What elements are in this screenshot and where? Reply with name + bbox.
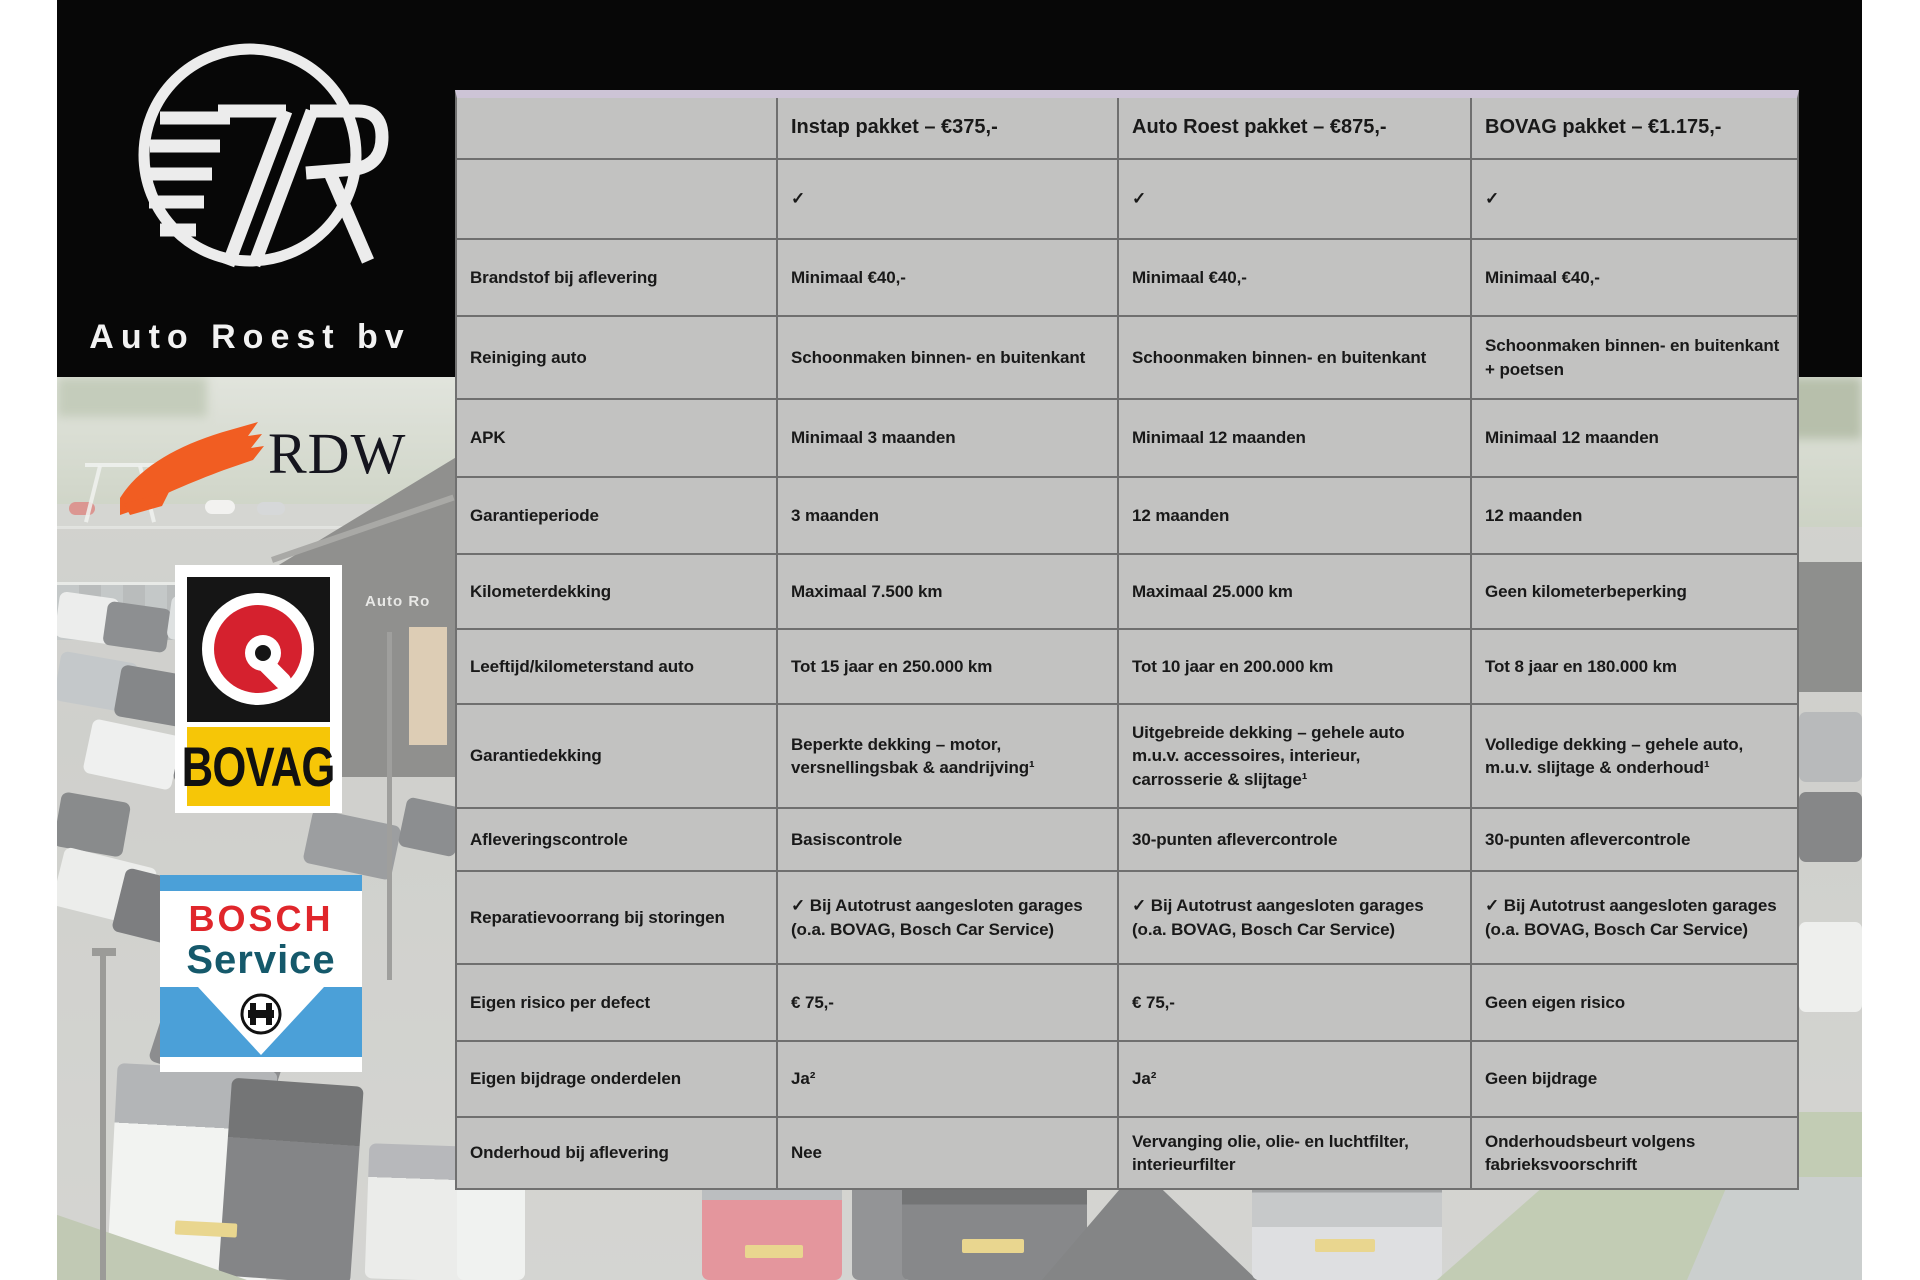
bosch-service-label: Service (186, 938, 336, 982)
bovag-emblem-icon (187, 577, 330, 722)
value-cell: ✓ Bij Autotrust aangesloten garages (o.a. BOVAG, Bosch Car Service) (778, 872, 1119, 965)
check-icon: ✓ (1472, 160, 1797, 240)
value-cell: Minimaal €40,- (1119, 240, 1472, 317)
rdw-wordmark: RDW (268, 421, 407, 486)
row-label-cell: Brandstof bij aflevering (457, 240, 778, 317)
value-cell: Onderhoudsbeurt volgens fabrieksvoorschrift (1485, 1131, 1696, 1174)
package-comparison-table (455, 90, 1799, 1190)
value-cell: ✓ Bij Autotrust aangesloten garages (o.a. BOVAG, Bosch Car Service) (1472, 872, 1797, 965)
value-cell: 30-punten aflevercontrole (1472, 809, 1797, 872)
value-cell: Minimaal €40,- (1472, 240, 1797, 317)
value-cell: Vervanging olie, olie- en luchtfilter, interieurfilter (1119, 1118, 1472, 1188)
check-icon: ✓ (1119, 160, 1472, 240)
value-cell: Geen bijdrage (1472, 1042, 1797, 1118)
bosch-emblem-icon (160, 987, 362, 1057)
table-header-cell: BOVAG pakket – €1.175,- (1472, 98, 1797, 160)
value-cell: Ja² (1119, 1042, 1472, 1118)
table-header-cell (457, 98, 778, 160)
value-cell: Beperkte dekking – motor, versnellingsbak & aandrijving¹ (778, 705, 1119, 809)
bosch-service-logo (160, 875, 362, 1072)
value-cell: Schoonmaken binnen- en buitenkant + poetsen (1472, 317, 1797, 400)
value-cell: 12 maanden (1119, 478, 1472, 555)
row-label-cell (457, 160, 778, 240)
value-cell: Nee (778, 1118, 1119, 1188)
row-label-cell: Reparatievoorrang bij storingen (457, 872, 778, 965)
bosch-blue-strip (160, 875, 362, 891)
row-label-cell: APK (457, 400, 778, 478)
value-cell: Minimaal 12 maanden (1472, 400, 1797, 478)
bovag-logo (175, 565, 342, 813)
auto-roest-logo (100, 22, 400, 298)
bosch-wordmark: BOSCH (188, 898, 334, 939)
table-header-cell: Auto Roest pakket – €875,- (1119, 98, 1472, 160)
row-label-cell: Eigen risico per defect (457, 965, 778, 1042)
value-cell: 30-punten aflevercontrole (1119, 809, 1472, 872)
value-cell: Tot 8 jaar en 180.000 km (1472, 630, 1797, 705)
building-sign: Auto Ro (365, 593, 431, 610)
table-header-cell: Instap pakket – €375,- (778, 98, 1119, 160)
row-label-cell: Kilometerdekking (457, 555, 778, 630)
bovag-yellow-band (181, 727, 336, 806)
value-cell: Maximaal 7.500 km (778, 555, 1119, 630)
value-cell: Minimaal 3 maanden (778, 400, 1119, 478)
value-cell: Geen eigen risico (1472, 965, 1797, 1042)
auto-roest-logo-mark (100, 22, 400, 298)
row-label-cell: Garantiedekking (457, 705, 778, 809)
row-label-cell: Leeftijd/kilometerstand auto (457, 630, 778, 705)
value-cell: Minimaal €40,- (778, 240, 1119, 317)
row-label-cell: Reiniging auto (457, 317, 778, 400)
value-cell: Tot 15 jaar en 250.000 km (778, 630, 1119, 705)
value-cell: Volledige dekking – gehele auto, m.u.v. slijtage & onderhoud¹ (1472, 705, 1797, 809)
row-label-cell: Garantieperiode (457, 478, 778, 555)
bovag-wordmark: BOVAG (181, 735, 336, 798)
value-cell: € 75,- (1119, 965, 1472, 1042)
value-cell: Schoonmaken binnen- en buitenkant (778, 317, 1119, 400)
value-cell: Ja² (778, 1042, 1119, 1118)
value-cell: Tot 10 jaar en 200.000 km (1119, 630, 1472, 705)
row-label-cell: Afleveringscontrole (457, 809, 778, 872)
value-cell: 3 maanden (778, 478, 1119, 555)
value-cell: Basiscontrole (778, 809, 1119, 872)
value-cell: Uitgebreide dekking – gehele auto m.u.v. accessoires, interieur, carrosserie & slijtage¹ (1119, 705, 1472, 809)
value-cell: Schoonmaken binnen- en buitenkant (1119, 317, 1472, 400)
value-cell: Minimaal 12 maanden (1119, 400, 1472, 478)
rdw-swoosh-icon (112, 418, 267, 520)
check-icon: ✓ (778, 160, 1119, 240)
value-cell: ✓ Bij Autotrust aangesloten garages (o.a. BOVAG, Bosch Car Service) (1119, 872, 1472, 965)
brand-name: Auto Roest bv (89, 318, 411, 356)
value-cell: Maximaal 25.000 km (1119, 555, 1472, 630)
value-cell: 12 maanden (1472, 478, 1797, 555)
row-label-cell: Onderhoud bij aflevering (457, 1118, 778, 1188)
row-label-cell: Eigen bijdrage onderdelen (457, 1042, 778, 1118)
value-cell: € 75,- (778, 965, 1119, 1042)
value-cell: Geen kilometerbeperking (1472, 555, 1797, 630)
